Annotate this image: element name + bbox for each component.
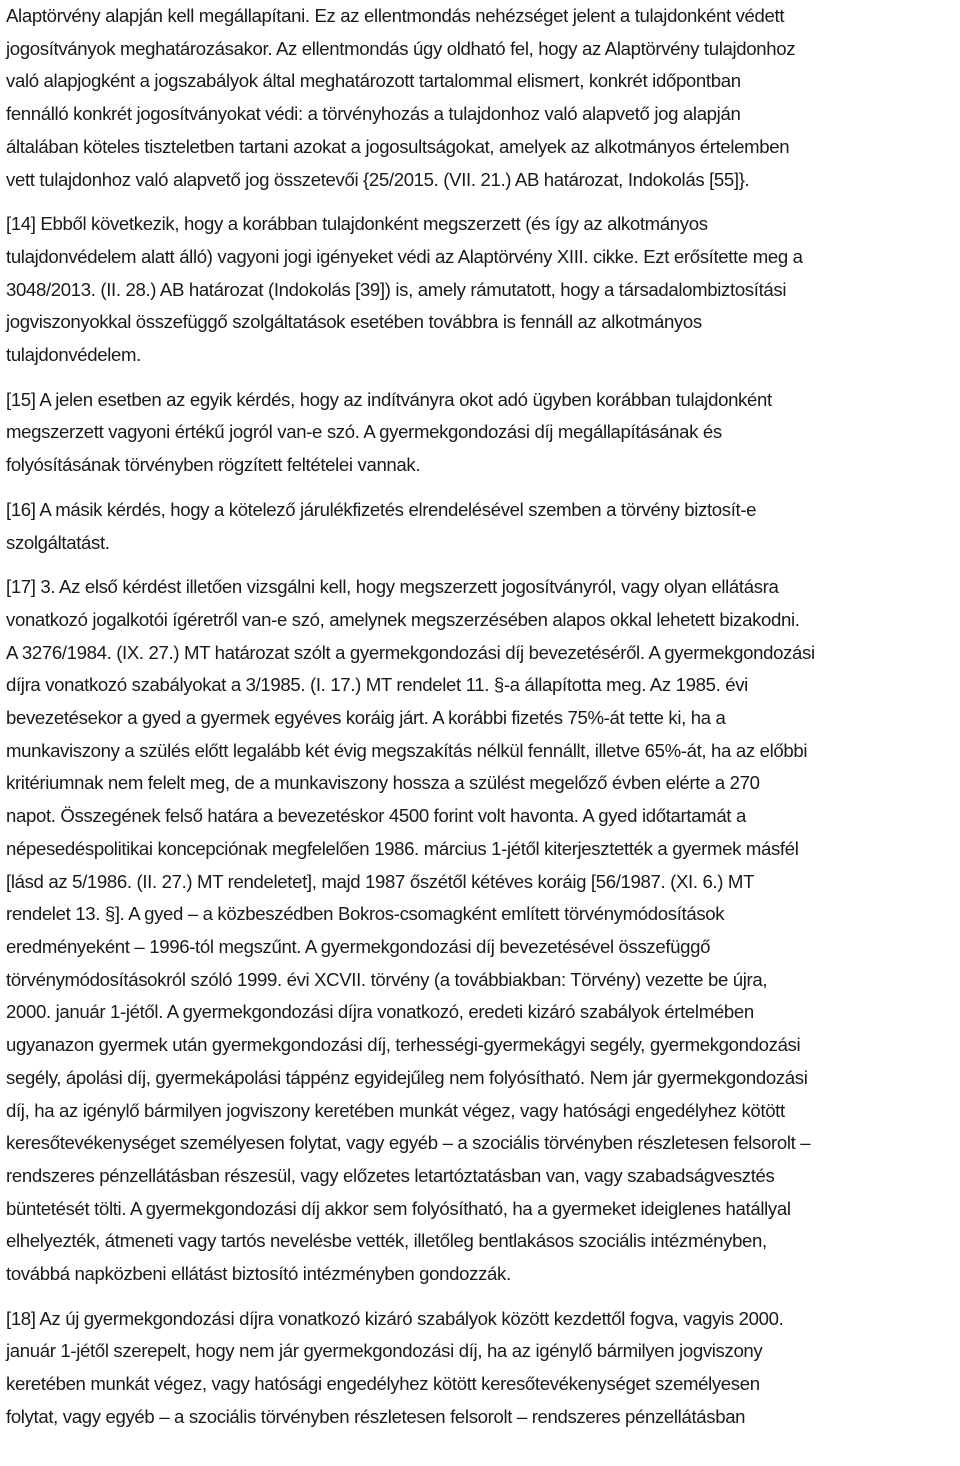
- text-line: [14] Ebből következik, hogy a korábban tulajdonként megszerzett (és így az alkotmányos: [6, 213, 708, 235]
- text-line: Alaptörvény alapján kell megállapítani. Ez az ellentmondás nehézséget jelent a tulajdonként védett: [6, 5, 785, 26]
- text-line: való alapjogként a jogszabályok által meghatározott tartalommal elismert, konkrét időpontban: [6, 70, 741, 92]
- text-line: [15] A jelen esetben az egyik kérdés, hogy az indítványra okot adó ügyben korábban tulajdonként: [6, 388, 772, 410]
- text-line: általában köteles tiszteletben tartani azokat a jogosultságokat, amelyek az alkotmányos értelemben: [6, 135, 790, 157]
- paragraph-16: [6, 494, 958, 559]
- paragraph-17: [6, 571, 958, 1290]
- text-line: jogosítványok meghatározásakor. Az ellentmondás úgy oldható fel, hogy az Alaptörvény tulajdonhoz: [6, 37, 796, 59]
- text-line: keresőtevékenységet személyesen folytat, vagy egyéb – a szociális törvényben részletesen felsorolt –: [6, 1132, 811, 1154]
- text-line: vonatkozó jogalkotói ígéretről van-e szó, amelynek megszerzésében alapos okkal lehetett bizakodni.: [6, 608, 800, 630]
- text-line: vett tulajdonhoz való alapvető jog összetevői {25/2015. (VII. 21.) AB határozat, Indokolás [55]}.: [6, 168, 750, 190]
- paragraph-spacer: [6, 372, 958, 384]
- text-line: ugyanazon gyermek után gyermekgondozási díj, terhességi-gyermekágyi segély, gyermekgondozási: [6, 1034, 801, 1056]
- text-line: díj, ha az igénylő bármilyen jogviszony keretében munkát végez, vagy hatósági engedélyhez kötött: [6, 1099, 785, 1121]
- text-line: fennálló konkrét jogosítványokat védi: a törvényhozás a tulajdonhoz való alapvető jog alapján: [6, 103, 741, 125]
- text-line: folytat, vagy egyéb – a szociális törvényben részletesen felsorolt – rendszeres pénzellátásban: [6, 1405, 746, 1427]
- text-line: eredményeként – 1996-tól megszűnt. A gyermekgondozási díj bevezetésével összefüggő: [6, 935, 711, 957]
- text-line: [lásd az 5/1986. (II. 27.) MT rendeletet], majd 1987 őszétől kétéves koráig [56/1987. (XI. 6.) MT: [6, 870, 755, 892]
- paragraph-spacer: [6, 559, 958, 571]
- text-line: továbbá napközbeni ellátást biztosító intézményben gondozzák.: [6, 1263, 511, 1285]
- text-line: A 3276/1984. (IX. 27.) MT határozat szólt a gyermekgondozási díj bevezetéséről. A gyermekgondozási: [6, 641, 815, 663]
- text-line: segély, ápolási díj, gyermekápolási táppénz egyidejűleg nem folyósítható. Nem jár gyermekgondozási: [6, 1066, 808, 1088]
- text-line: [17] 3. Az első kérdést illetően vizsgálni kell, hogy megszerzett jogosítványról, vagy olyan ellátásra: [6, 576, 779, 598]
- text-line: 3048/2013. (II. 28.) AB határozat (Indokolás [39]) is, amely rámutatott, hogy a társadalombiztosítási: [6, 278, 787, 300]
- text-line: napot. Összegének felső határa a bevezetéskor 4500 forint volt havonta. A gyed időtartamát a: [6, 805, 746, 827]
- text-line: [16] A másik kérdés, hogy a kötelező járulékfizetés elrendelésével szemben a törvény biztosít-e: [6, 498, 757, 520]
- text-line: megszerzett vagyoni értékű jogról van-e szó. A gyermekgondozási díj megállapításának és: [6, 421, 722, 443]
- text-line: bevezetésekor a gyed a gyermek egyéves koráig járt. A korábbi fizetés 75%-át tette ki, ha a: [6, 707, 726, 729]
- paragraph-14: [6, 208, 958, 372]
- paragraph-spacer: [6, 1291, 958, 1303]
- text-line: rendelet 13. §]. A gyed – a közbeszédben Bokros-csomagként említett törvénymódosítások: [6, 903, 725, 925]
- document-page: [6, 0, 958, 1434]
- text-line: [18] Az új gyermekgondozási díjra vonatkozó kizáró szabályok között kezdettől fogva, vagyis 2000.: [6, 1307, 784, 1329]
- text-line: törvénymódosításokról szóló 1999. évi XCVII. törvény (a továbbiakban: Törvény) vezette be újra,: [6, 968, 768, 990]
- text-line: elhelyezték, átmeneti vagy tartós nevelésbe vették, illetőleg bentlakásos szociális intézményben,: [6, 1230, 767, 1252]
- paragraph-spacer: [6, 196, 958, 208]
- paragraph-15: [6, 384, 958, 482]
- text-line: jogviszonyokkal összefüggő szolgáltatások esetében továbbra is fennáll az alkotmányos: [6, 311, 702, 333]
- paragraph-18: [6, 1303, 958, 1434]
- text-line: keretében munkát végez, vagy hatósági engedélyhez kötött keresőtevékenységet személyesen: [6, 1373, 760, 1395]
- text-line: büntetését tölti. A gyermekgondozási díj akkor sem folyósítható, ha a gyermeket ideiglenes hatállyal: [6, 1197, 791, 1219]
- text-line: tulajdonvédelem alatt álló) vagyoni jogi igényeket védi az Alaptörvény XIII. cikke. Ezt erősítette meg a: [6, 245, 803, 267]
- text-line: rendszeres pénzellátásban részesül, vagy előzetes letartóztatásban van, vagy szabadságvesztés: [6, 1164, 775, 1186]
- text-line: díjra vonatkozó szabályokat a 3/1985. (I. 17.) MT rendelet 11. §-a állapította meg. Az 1985. évi: [6, 674, 748, 696]
- text-line: tulajdonvédelem.: [6, 344, 141, 366]
- text-line: szolgáltatást.: [6, 531, 110, 553]
- text-line: munkaviszony a szülés előtt legalább két évig megszakítás nélkül fennállt, illetve 65%-át, ha az előbbi: [6, 739, 808, 761]
- text-line: folyósításának törvényben rögzített feltételei vannak.: [6, 454, 421, 476]
- text-line: január 1-jétől szerepelt, hogy nem jár gyermekgondozási díj, ha az igénylő bármilyen jogviszony: [6, 1340, 763, 1362]
- text-line: 2000. január 1-jétől. A gyermekgondozási díjra vonatkozó, eredeti kizáró szabályok értelmében: [6, 1001, 754, 1023]
- text-line: népesedéspolitikai koncepciónak megfelelően 1986. március 1-jétől kiterjesztették a gyermek másfél: [6, 837, 799, 859]
- paragraph-intro: [6, 0, 958, 196]
- paragraph-spacer: [6, 482, 958, 494]
- text-line: kritériumnak nem felelt meg, de a munkaviszony hossza a szülést megelőző évben elérte a 270: [6, 772, 760, 794]
